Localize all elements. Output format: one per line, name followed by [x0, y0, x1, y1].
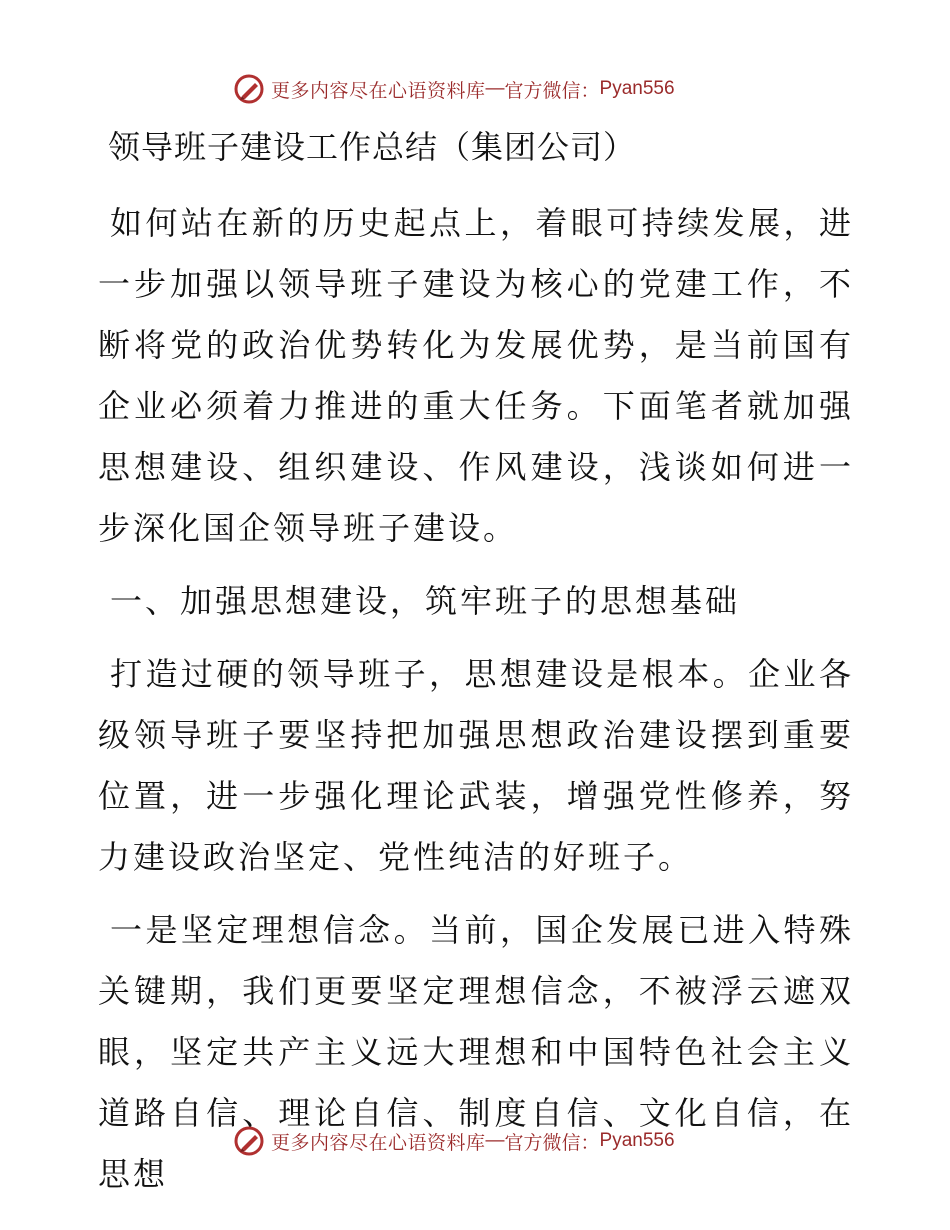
- watermark-site-text: 更多内容尽在心语资料库: [271, 79, 486, 102]
- section-heading-1: 一、加强思想建设，筑牢班子的思想基础: [110, 582, 741, 620]
- watermark-separator: —: [485, 1130, 505, 1151]
- watermark-wechat-id: Pyan556: [599, 1130, 675, 1151]
- watermark-wechat-label: 官方微信：: [504, 79, 600, 102]
- pen-logo-icon: [233, 73, 265, 105]
- watermark-site-text: 更多内容尽在心语资料库: [271, 1131, 486, 1154]
- paragraph-section-1: 打造过硬的领导班子，思想建设是根本。企业各级领导班子要坚持把加强思想政治建设摆到重要位置，进一步强化理论武装，增强党性修养，努力建设政治坚定、党性纯洁的好班子。: [98, 655, 854, 876]
- pen-logo-icon: [233, 1125, 265, 1157]
- paragraph-point-1: 一是坚定理想信念。当前，国企发展已进入特殊关键期，我们更要坚定理想信念，不被浮云遮双眼，坚定共产主义远大理想和中国特色社会主义道路自信、理论自信、制度自信、文化自信，在思想: [98, 911, 854, 1193]
- header-watermark: [233, 72, 675, 106]
- document-title: 领导班子建设工作总结（集团公司）: [108, 128, 637, 166]
- watermark-wechat-id: Pyan556: [599, 78, 675, 99]
- document-body: [98, 119, 854, 1205]
- watermark-wechat-label: 官方微信：: [504, 1131, 600, 1154]
- paragraph-intro: 如何站在新的历史起点上，着眼可持续发展，进一步加强以领导班子建设为核心的党建工作，不断将党的政治优势转化为发展优势，是当前国有企业必须着力推进的重大任务。下面笔者就加强思想建设、组织建设、作风建设，浅谈如何进一步深化国企领导班子建设。: [98, 204, 854, 547]
- footer-watermark: [233, 1124, 675, 1158]
- watermark-separator: —: [485, 78, 505, 99]
